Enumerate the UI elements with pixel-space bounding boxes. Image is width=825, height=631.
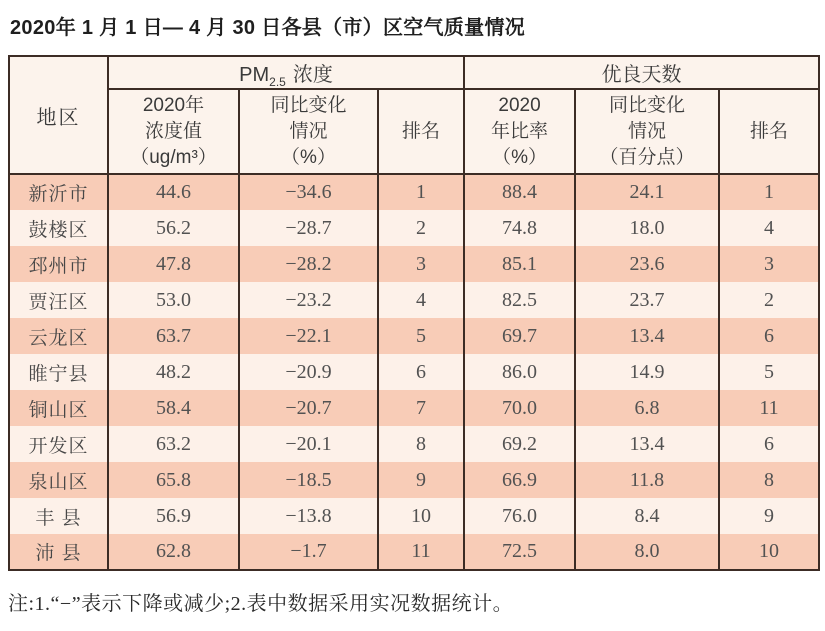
- cell-region: 开发区: [9, 426, 108, 462]
- cell-region: 新沂市: [9, 174, 108, 210]
- col-header-pm-change: [239, 89, 378, 174]
- table-row: [9, 210, 819, 246]
- cell-pm-rank: 2: [378, 210, 464, 246]
- table-row: [9, 246, 819, 282]
- cell-gd-rank: 11: [719, 390, 819, 426]
- col-group-pm25: [108, 56, 464, 89]
- air-quality-table: [8, 55, 820, 571]
- cell-gd-rank: 6: [719, 426, 819, 462]
- cell-pm-value: 56.2: [108, 210, 239, 246]
- pm-value-line1: 2020年: [142, 94, 205, 116]
- table-header: [9, 56, 819, 174]
- cell-gd-change: 23.7: [575, 282, 719, 318]
- cell-pm-change: −28.2: [239, 246, 378, 282]
- cell-pm-value: 53.0: [108, 282, 239, 318]
- cell-gd-change: 18.0: [575, 210, 719, 246]
- cell-pm-change: −13.8: [239, 498, 378, 534]
- cell-gd-ratio: 85.1: [464, 246, 575, 282]
- table-row: [9, 462, 819, 498]
- pm25-subscript: 2.5: [269, 75, 286, 89]
- cell-gd-ratio: 69.2: [464, 426, 575, 462]
- pm-change-line2: 情况: [289, 120, 328, 142]
- cell-pm-value: 65.8: [108, 462, 239, 498]
- table-row: [9, 318, 819, 354]
- cell-gd-ratio: 66.9: [464, 462, 575, 498]
- cell-gd-ratio: 86.0: [464, 354, 575, 390]
- cell-gd-change: 24.1: [575, 174, 719, 210]
- cell-pm-value: 58.4: [108, 390, 239, 426]
- cell-pm-rank: 8: [378, 426, 464, 462]
- col-header-pm-rank: 排名: [378, 89, 464, 174]
- gd-change-line2: 情况: [628, 120, 667, 142]
- table-row: [9, 282, 819, 318]
- cell-region: 睢宁县: [9, 354, 108, 390]
- cell-gd-rank: 3: [719, 246, 819, 282]
- cell-gd-change: 8.4: [575, 498, 719, 534]
- table-body: [9, 174, 819, 570]
- table-row: [9, 390, 819, 426]
- pm-value-line3: （ug/m³）: [130, 146, 217, 168]
- cell-region: 沛 县: [9, 534, 108, 570]
- cell-gd-change: 6.8: [575, 390, 719, 426]
- cell-gd-change: 13.4: [575, 426, 719, 462]
- cell-gd-rank: 1: [719, 174, 819, 210]
- cell-pm-rank: 1: [378, 174, 464, 210]
- table-row: [9, 498, 819, 534]
- col-group-good-days: 优良天数: [464, 56, 819, 89]
- cell-region: 云龙区: [9, 318, 108, 354]
- gd-change-line3: （百分点）: [599, 146, 695, 168]
- cell-gd-rank: 4: [719, 210, 819, 246]
- cell-region: 贾汪区: [9, 282, 108, 318]
- table-row: [9, 426, 819, 462]
- cell-pm-change: −23.2: [239, 282, 378, 318]
- cell-pm-rank: 10: [378, 498, 464, 534]
- pm25-suffix: 浓度: [292, 64, 333, 86]
- cell-pm-change: −22.1: [239, 318, 378, 354]
- page-title: 2020年 1 月 1 日— 4 月 30 日各县（市）区空气质量情况: [10, 17, 526, 39]
- col-header-region: 地区: [9, 56, 108, 174]
- cell-pm-rank: 6: [378, 354, 464, 390]
- cell-pm-rank: 4: [378, 282, 464, 318]
- col-header-pm-value: [108, 89, 239, 174]
- table-row: [9, 354, 819, 390]
- cell-gd-rank: 5: [719, 354, 819, 390]
- cell-pm-change: −34.6: [239, 174, 378, 210]
- pm-change-line3: （%）: [281, 146, 336, 168]
- col-header-gd-change: [575, 89, 719, 174]
- cell-region: 泉山区: [9, 462, 108, 498]
- cell-pm-value: 56.9: [108, 498, 239, 534]
- cell-gd-ratio: 74.8: [464, 210, 575, 246]
- cell-pm-rank: 9: [378, 462, 464, 498]
- cell-pm-rank: 11: [378, 534, 464, 570]
- cell-gd-change: 13.4: [575, 318, 719, 354]
- col-header-gd-ratio: [464, 89, 575, 174]
- cell-gd-change: 8.0: [575, 534, 719, 570]
- cell-pm-change: −20.7: [239, 390, 378, 426]
- cell-pm-value: 47.8: [108, 246, 239, 282]
- cell-region: 丰 县: [9, 498, 108, 534]
- cell-pm-rank: 3: [378, 246, 464, 282]
- pm25-group-label: [239, 64, 333, 89]
- cell-gd-ratio: 82.5: [464, 282, 575, 318]
- cell-gd-rank: 2: [719, 282, 819, 318]
- cell-pm-change: −20.9: [239, 354, 378, 390]
- table-row: [9, 534, 819, 570]
- cell-gd-change: 14.9: [575, 354, 719, 390]
- cell-region: 铜山区: [9, 390, 108, 426]
- cell-gd-ratio: 69.7: [464, 318, 575, 354]
- page: [0, 11, 825, 616]
- footnote: 注:1.“−”表示下降或减少;2.表中数据采用实况数据统计。: [8, 593, 514, 615]
- cell-pm-rank: 7: [378, 390, 464, 426]
- cell-pm-value: 62.8: [108, 534, 239, 570]
- gd-ratio-line1: 2020: [498, 94, 541, 116]
- cell-pm-value: 48.2: [108, 354, 239, 390]
- cell-pm-change: −20.1: [239, 426, 378, 462]
- pm-change-line1: 同比变化: [270, 94, 347, 116]
- gd-change-line1: 同比变化: [609, 94, 686, 116]
- cell-gd-rank: 8: [719, 462, 819, 498]
- cell-pm-change: −28.7: [239, 210, 378, 246]
- cell-pm-change: −18.5: [239, 462, 378, 498]
- cell-gd-ratio: 72.5: [464, 534, 575, 570]
- cell-gd-ratio: 70.0: [464, 390, 575, 426]
- cell-pm-value: 63.7: [108, 318, 239, 354]
- cell-region: 鼓楼区: [9, 210, 108, 246]
- cell-gd-change: 23.6: [575, 246, 719, 282]
- gd-ratio-line3: （%）: [492, 146, 547, 168]
- cell-pm-value: 63.2: [108, 426, 239, 462]
- cell-gd-ratio: 76.0: [464, 498, 575, 534]
- header-group-row: [9, 56, 819, 89]
- table-row: [9, 174, 819, 210]
- cell-gd-rank: 10: [719, 534, 819, 570]
- header-sub-row: [9, 89, 819, 174]
- cell-gd-rank: 9: [719, 498, 819, 534]
- cell-region: 邳州市: [9, 246, 108, 282]
- cell-gd-change: 11.8: [575, 462, 719, 498]
- pm-value-line2: 浓度值: [144, 120, 202, 142]
- gd-ratio-line2: 年比率: [491, 120, 549, 142]
- cell-gd-rank: 6: [719, 318, 819, 354]
- cell-gd-ratio: 88.4: [464, 174, 575, 210]
- cell-pm-value: 44.6: [108, 174, 239, 210]
- cell-pm-change: −1.7: [239, 534, 378, 570]
- col-header-gd-rank: 排名: [719, 89, 819, 174]
- cell-pm-rank: 5: [378, 318, 464, 354]
- pm25-prefix: PM: [239, 64, 270, 86]
